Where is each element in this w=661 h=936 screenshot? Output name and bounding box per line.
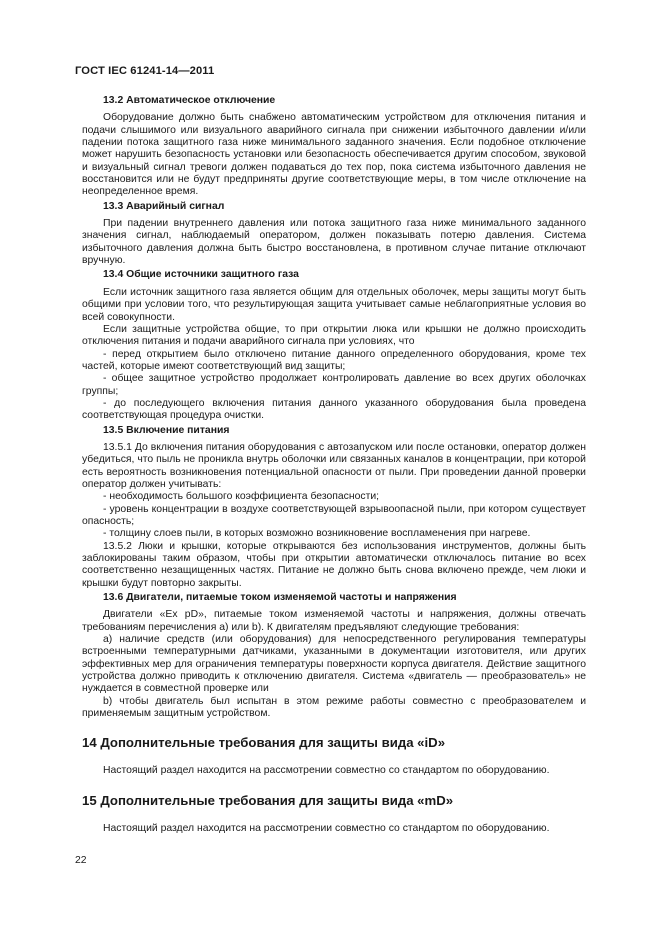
section-13-5-1-paragraph: 13.5.1 До включения питания оборудования с автозапуском или после остановки, оператор должен убедиться, что пыль не проникла внутрь оболочки или связанных каналов в концентрации, при которой есть вероятность возникновения потенциальной опасности от пыли. При проведении данной проверки оператор должен учитывать: bbox=[82, 441, 586, 490]
page-body bbox=[82, 93, 586, 835]
section-13-5-bullet-3: - толщину слоев пыли, в которых возможно возникновение воспламенения при нагреве. bbox=[103, 528, 531, 540]
page-number: 22 bbox=[75, 855, 87, 866]
section-13-4-paragraph-1: Если источник защитного газа является общим для отдельных оболочек, меры защиты могут быть общими при условии того, что результирующая защита учитывает самые неблагоприятные условия во всей совокупности. bbox=[82, 286, 586, 323]
section-14-heading: 14 Дополнительные требования для защиты вида «iD» bbox=[82, 734, 446, 750]
section-13-3-paragraph: При падении внутреннего давления или потока защитного газа ниже минимального заданного значения сигнал, наблюдаемый оператором, должен показывать потерю давления. Система избыточного давления должна быть быстро восстановлена, в противном случае питание отключают вручную. bbox=[82, 218, 586, 267]
section-14-paragraph: Настоящий раздел находится на рассмотрении совместно со стандартом по оборудованию. bbox=[103, 764, 550, 776]
section-13-5-2-paragraph: 13.5.2 Люки и крышки, которые открываются без использования инструментов, должны быть заблокированы таким образом, чтобы при открытии автоматически отключалось питание во всех соответственно незащищенных частях. Питание не должно быть снова включено прежде, чем люки и крышки будут повторно закрыты. bbox=[82, 540, 586, 589]
document-code: ГОСТ IEC 61241-14—2011 bbox=[75, 65, 215, 77]
section-13-4-paragraph-2: Если защитные устройства общие, то при открытии люка или крышки не должно происходить отключения питания и подачи аварийного сигнала при условиях, что bbox=[82, 323, 586, 348]
section-13-4-bullet-3: - до последующего включения питания данного указанного оборудования была проведена соответствующая процедура очистки. bbox=[82, 397, 586, 422]
section-13-5-bullet-2: - уровень концентрации в воздухе соответствующей взрывоопасной пыли, при котором существует опасность; bbox=[82, 503, 586, 527]
section-13-2-paragraph: Оборудование должно быть снабжено автоматическим устройством для отключения питания и подачи слышимого или визуального аварийного сигнала при снижении избыточного давлении и/или падении потока защитного газа ниже минимального заданного значения. Если подобное отключение может нарушить безопасность установки или безопасность обеспечивается другим способом, звуковой и визуальный сигнал тревоги должен подаваться до тех пор, пока система избыточного давления не восстановится или не будут предприняты другие соответствующие меры, в том числе отключение на неопределенное время. bbox=[82, 112, 586, 198]
section-13-4-bullet-1: - перед открытием было отключено питание данного определенного оборудования, кроме тех частей, которые имеют соответствующий вид защиты; bbox=[82, 348, 586, 372]
section-15-heading: 15 Дополнительные требования для защиты вида «mD» bbox=[82, 792, 454, 808]
section-13-6-item-b: b) чтобы двигатель был испытан в этом режиме работы совместно с преобразователем и применяемым защитным устройством. bbox=[82, 695, 586, 720]
section-13-6-paragraph: Двигатели «Ex pD», питаемые током изменяемой частоты и напряжения, должны отвечать требованиям перечисления a) или b). К двигателям предъявляют следующие требования: bbox=[82, 609, 586, 633]
section-13-5-heading: 13.5 Включение питания bbox=[103, 424, 230, 436]
section-13-4-heading: 13.4 Общие источники защитного газа bbox=[103, 269, 299, 281]
section-15-paragraph: Настоящий раздел находится на рассмотрении совместно со стандартом по оборудованию. bbox=[103, 822, 550, 834]
section-13-3-heading: 13.3 Аварийный сигнал bbox=[103, 200, 225, 212]
section-13-5-bullet-1: - необходимость большого коэффициента безопасности; bbox=[103, 491, 380, 503]
section-13-6-item-a: a) наличие средств (или оборудования) для непосредственного регулирования температуры встроенными температурными датчиками, указанными в документации изготовителя, или других эффективных мер для ограничения температуры поверхности корпуса двигателя. Действие защитного устройства должно приводить к отключению двигателя. Система «двигатель — преобразователь» не нуждается в совместной проверке или bbox=[82, 634, 586, 695]
section-13-2-heading: 13.2 Автоматическое отключение bbox=[103, 95, 276, 106]
section-13-4-bullet-2: - общее защитное устройство продолжает контролировать давление во всех других оболочках группы; bbox=[82, 373, 586, 397]
section-13-6-heading: 13.6 Двигатели, питаемые током изменяемой частоты и напряжения bbox=[103, 592, 457, 604]
